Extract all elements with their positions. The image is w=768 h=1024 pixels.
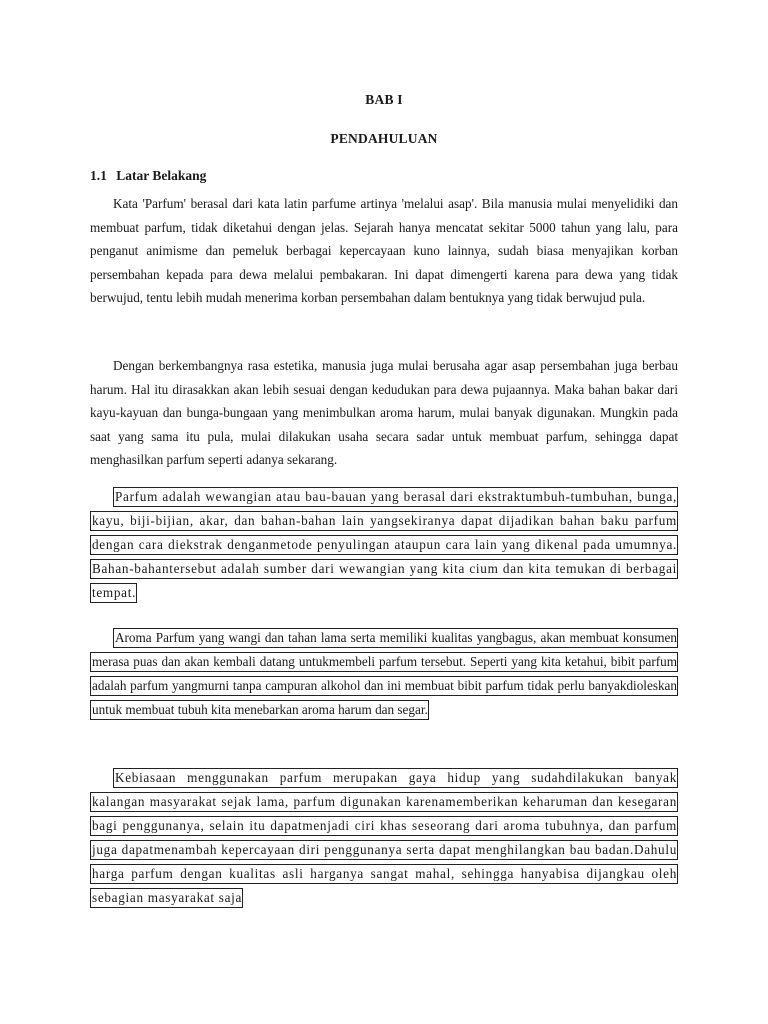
- highlighted-text: Parfum adalah wewangian atau bau-bauan yang berasal dari ekstraktumbuh-tumbuhan, bunga, kayu, biji-bijian, akar, dan bahan-bahan lain yangsekiranya dapat dijadikan bahan baku parfum dengan cara diekstrak denganmetode penyulingan ataupun cara lain yang dikenal pada umumnya. Bahan-bahantersebut adalah sumber dari wewangian yang kita cium dan kita temukan di berbagai tempat.: [90, 487, 678, 603]
- section-number: 1.1: [90, 168, 107, 183]
- paragraph-1: Kata 'Parfum' berasal dari kata latin parfume artinya 'melalui asap'. Bila manusia mulai menyelidiki dan membuat parfum, tidak diketahui dengan jelas. Sejarah hanya mencatat sekitar 5000 tahun yang lalu, para penganut animisme dan pemeluk berbagai kepercayaan kuno lainnya, sudah biasa menyajikan korban persembahan kepada para dewa melalui pembakaran. Ini dapat dimengerti karena para dewa yang tidak berwujud, tentu lebih mudah menerima korban persembahan dalam bentuknya yang tidak berwujud pula.: [90, 196, 678, 306]
- section-heading: [90, 168, 206, 184]
- highlighted-text: Aroma Parfum yang wangi dan tahan lama serta memiliki kualitas yangbagus, akan membuat konsumen merasa puas dan akan kembali datang untukmembeli parfum tersebut. Seperti yang kita ketahui, bibit parfum adalah parfum yangmurni tanpa campuran alkohol dan ini membuat bibit parfum tidak perlu banyakdioleskan untuk membuat tubuh kita menebarkan aroma harum dan segar.: [90, 628, 678, 720]
- paragraph-2: Dengan berkembangnya rasa estetika, manusia juga mulai berusaha agar asap persembahan juga berbau harum. Hal itu dirasakkan akan lebih sesuai dengan kedudukan para dewa pujaannya. Maka bahan bakar dari kayu-kayuan dan bunga-bungaan yang menimbulkan aroma harum, mulai banyak digunakan. Mungkin pada saat yang sama itu pula, mulai dilakukan usaha secara sadar untuk membuat parfum, sehingga dapat menghasilkan parfum seperti adanya sekarang.: [90, 358, 678, 468]
- highlighted-text: Kebiasaan menggunakan parfum merupakan gaya hidup yang sudahdilakukan banyak kalangan masyarakat sejak lama, parfum digunakan karenamemberikan keharuman dan kesegaran bagi penggunanya, selain itu dapatmenjadi ciri khas seseorang dari aroma tubuhnya, dan parfum juga dapatmenambah kepercayaan diri penggunanya serta dapat menghilangkan bau badan.Dahulu harga parfum dengan kualitas asli harganya sangat mahal, sehingga hanyabisa dijangkau oleh sebagian masyarakat saja: [90, 768, 678, 908]
- chapter-label: BAB I: [365, 92, 403, 107]
- boxed-paragraph-1: [90, 485, 678, 605]
- chapter-title: PENDAHULUAN: [330, 131, 438, 146]
- boxed-paragraph-3: [90, 766, 678, 911]
- boxed-paragraph-2: [90, 626, 678, 722]
- section-title: Latar Belakang: [116, 168, 207, 183]
